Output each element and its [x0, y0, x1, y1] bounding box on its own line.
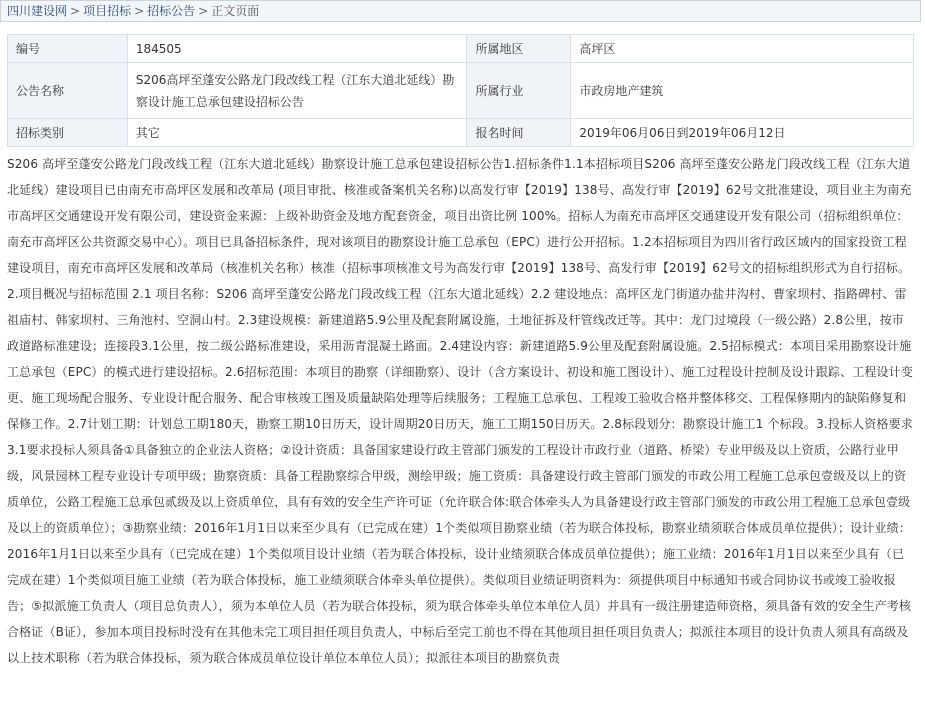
announcement-title-value: S206高坪至蓬安公路龙门段改线工程（江东大道北延线）勘察设计施工总承包建设招标公告 [127, 63, 467, 119]
announcement-info-table [7, 34, 914, 147]
number-label: 编号 [8, 35, 128, 63]
industry-label: 所属行业 [467, 63, 571, 119]
breadcrumb-separator: > [134, 4, 145, 18]
registration-time-label: 报名时间 [467, 119, 571, 147]
breadcrumb-home-link[interactable]: 四川建设网 [7, 4, 68, 18]
industry-value: 市政房地产建筑 [571, 63, 914, 119]
info-row [8, 119, 914, 147]
title-label: 公告名称 [8, 63, 128, 119]
info-row [8, 63, 914, 119]
breadcrumb-separator: > [198, 4, 209, 18]
announcement-body-text: S206 高坪至蓬安公路龙门段改线工程（江东大道北延线）勘察设计施工总承包建设招标公告1.招标条件1.1本招标项目S206 高坪至蓬安公路龙门段改线工程（江东大道北延线）建设项目已由南充市高坪区发展和改革局 (项目审批、核准或备案机关名称)以高发行审【2019】138号、高发行审【2019】62号文批准建设，项目业主为南充市高坪区交通建设开发有限公司，建设资金来源：上级补助资金及地方配套资金，项目出资比例 100%。招标人为南充市高坪区交通建设开发有限公司（招标组织单位： 南充市高坪区公共资源交易中心）。项目已具备招标条件，现对该项目的勘察设计施工总承包（EPC）进行公开招标。1.2本招标项目为四川省行政区域内的国家投资工程建设项目，南充市高坪区发展和改革局（核准机关名称）核准（招标事项核准文号为高发行审【2019】138号、高发行审【2019】62号文的招标组织形式为自行招标。2.项目概况与招标范围 2.1 项目名称：S206 高坪至蓬安公路龙门段改线工程（江东大道北延线）2.2 建设地点：高坪区龙门街道办盐井沟村、曹家坝村、指路碑村、雷祖庙村、韩家坝村、三角池村、空洞山村。2.3建设规模：新建道路5.9公里及配套附属设施，土地征拆及杆管线改迁等。其中：龙门过境段（一级公路）2.8公里，按市政道路标准建设；连接段3.1公里，按二级公路标准建设，采用沥青混凝土路面。2.4建设内容：新建道路5.9公里及配套附属设施。2.5招标模式：本项目采用勘察设计施工总承包（EPC）的模式进行建设招标。2.6招标范围：本项目的勘察（详细勘察）、设计（含方案设计、初设和施工图设计）、施工过程设计控制及设计跟踪、工程设计变更、施工现场配合服务、专业设计配合服务、配合审核竣工图及质量缺陷处理等后续服务；工程施工总承包、工程竣工验收合格并整体移交、工程保修期内的缺陷修复和保修工作。2.7计划工期：计划总工期180天，勘察工期10日历天，设计周期20日历天，施工工期150日历天。2.8标段划分：勘察设计施工1 个标段。3.投标人资格要求 3.1要求投标人须具备①具备独立的企业法人资格；②设计资质：具备国家建设行政主管部门颁发的工程设计市政行业（道路、桥梁）专业甲级及以上资质，公路行业甲级，风景园林工程专业设计专项甲级；勘察资质：具备工程勘察综合甲级，测绘甲级；施工资质：具备建设行政主管部门颁发的市政公用工程施工总承包壹级及以上的资质单位，公路工程施工总承包贰级及以上资质单位，具有有效的安全生产许可证（允许联合体:联合体牵头人为具备建设行政主管部门颁发的市政公用工程施工总承包壹级及以上的资质单位）；③勘察业绩：2016年1月1日以来至少具有（已完成在建）1个类似项目勘察业绩（若为联合体投标，勘察业绩须联合体成员单位提供）；设计业绩：2016年1月1日以来至少具有（已完成在建）1个类似项目设计业绩（若为联合体投标，设计业绩须联合体成员单位提供）；施工业绩：2016年1月1日以来至少具有（已完成在建）1个类似项目施工业绩（若为联合体投标，施工业绩须联合体牵头单位提供）。类似项目业绩证明资料为：须提供项目中标通知书或合同协议书或竣工验收报告；⑤拟派施工负责人（项目总负责人），须为本单位人员（若为联合体投标，须为联合体牵头单位本单位人员）并具有一级注册建造师资格，须具备有效的安全生产考核合格证（B证），参加本项目投标时没有在其他未完工项目担任项目负责人，中标后至完工前也不得在其他项目担任项目负责人；拟派往本项目的设计负责人须具有高级及以上技术职称（若为联合体投标，须为联合体成员单位设计单位本单位人员）；拟派往本项目的勘察负责 [7, 157, 913, 665]
info-row [8, 35, 914, 63]
breadcrumb-current-page: 正文页面 [211, 4, 260, 18]
number-value: 184505 [127, 35, 467, 63]
breadcrumb-bid-announcement-link[interactable]: 招标公告 [147, 4, 196, 18]
category-value: 其它 [127, 119, 467, 147]
breadcrumb-project-bidding-link[interactable]: 项目招标 [83, 4, 132, 18]
breadcrumb-separator: > [70, 4, 81, 18]
category-label: 招标类别 [8, 119, 128, 147]
region-label: 所属地区 [467, 35, 571, 63]
registration-time-value: 2019年06月06日到2019年06月12日 [571, 119, 914, 147]
region-value: 高坪区 [571, 35, 914, 63]
breadcrumb [0, 0, 921, 22]
